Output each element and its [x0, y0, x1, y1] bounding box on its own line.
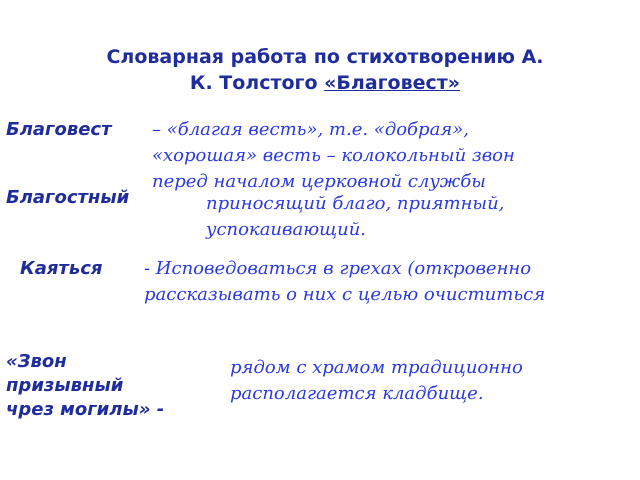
definition-line: приносящий благо, приятный,: [206, 193, 505, 214]
definition-kayatsya: [144, 256, 545, 308]
definition-blagostny: [206, 191, 504, 243]
title-line-2: [40, 70, 610, 96]
definition-line: перед началом церковной службы: [152, 171, 486, 192]
definition-line: «хорошая» весть – колокольный звон: [152, 145, 515, 166]
term-blagovest: Благовест: [6, 119, 112, 140]
definition-zvon-prizyvny: [230, 355, 523, 407]
term-line: призывный: [6, 375, 124, 396]
definition-line: рассказывать о них с целью очиститься: [144, 284, 546, 305]
term-line: чрез могилы» -: [6, 399, 165, 420]
definition-blagovest: [152, 117, 515, 195]
slide-title: [40, 44, 610, 96]
definition-line: – «благая весть», т.е. «добрая»,: [152, 119, 469, 140]
title-poem-link: «Благовест»: [324, 72, 461, 94]
definition-line: успокаивающий.: [206, 219, 367, 240]
title-line-1: Словарная работа по стихотворению А.: [106, 46, 544, 68]
definition-line: располагается кладбище.: [230, 383, 484, 404]
term-kayatsya: Каяться: [20, 258, 103, 279]
title-line-2-prefix: К. Толстого: [189, 72, 325, 94]
definition-line: - Исповедоваться в грехах (откровенно: [144, 258, 532, 279]
term-line: «Звон: [6, 351, 67, 372]
term-zvon-prizyvny: [6, 350, 164, 422]
definition-line: рядом с храмом традиционно: [230, 357, 523, 378]
term-blagostny: Благостный: [6, 187, 130, 208]
